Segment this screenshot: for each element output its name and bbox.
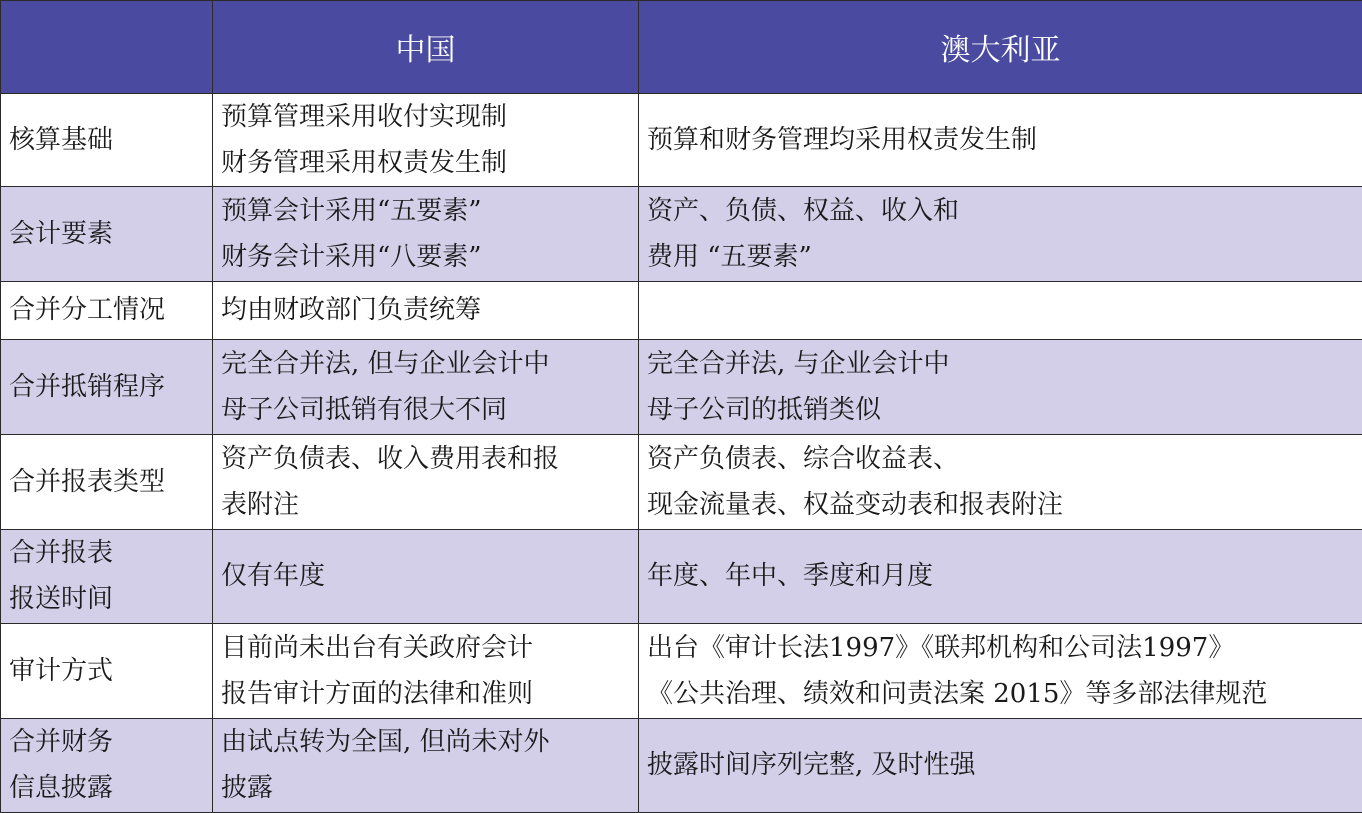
row-label: 合并报表 报送时间: [1, 529, 213, 623]
australia-cell: 完全合并法, 与企业会计中 母子公司的抵销类似: [639, 340, 1362, 435]
china-cell: 预算管理采用收付实现制 财务管理采用权责发生制: [213, 94, 639, 187]
table-row: [1, 340, 1362, 435]
table-row: [1, 435, 1362, 529]
row-label: 合并分工情况: [1, 281, 213, 339]
table-row: [1, 718, 1362, 812]
header-australia: 澳大利亚: [639, 1, 1362, 94]
china-cell: 资产负债表、收入费用表和报 表附注: [213, 435, 639, 529]
row-label: 合并抵销程序: [1, 340, 213, 435]
china-cell: 仅有年度: [213, 529, 639, 623]
australia-cell: 资产、负债、权益、收入和 费用 “五要素”: [639, 187, 1362, 281]
china-cell: 均由财政部门负责统筹: [213, 281, 639, 339]
table-row: [1, 624, 1362, 718]
table-row: [1, 529, 1362, 623]
australia-cell: 预算和财务管理均采用权责发生制: [639, 94, 1362, 187]
china-cell: 完全合并法, 但与企业会计中 母子公司抵销有很大不同: [213, 340, 639, 435]
table-body: [1, 94, 1362, 813]
australia-cell: 披露时间序列完整, 及时性强: [639, 718, 1362, 812]
header-china: 中国: [213, 1, 639, 94]
table-row: [1, 94, 1362, 187]
china-cell: 由试点转为全国, 但尚未对外 披露: [213, 718, 639, 812]
row-label: 合并报表类型: [1, 435, 213, 529]
australia-cell: [639, 281, 1362, 339]
row-label: 合并财务 信息披露: [1, 718, 213, 812]
china-cell: 目前尚未出台有关政府会计 报告审计方面的法律和准则: [213, 624, 639, 718]
header-blank-cell: [1, 1, 213, 94]
table-header: [1, 1, 1362, 94]
row-label: 会计要素: [1, 187, 213, 281]
header-row: [1, 1, 1362, 94]
china-cell: 预算会计采用“五要素” 财务会计采用“八要素”: [213, 187, 639, 281]
australia-cell: 资产负债表、综合收益表、 现金流量表、权益变动表和报表附注: [639, 435, 1362, 529]
australia-cell: 年度、年中、季度和月度: [639, 529, 1362, 623]
table-row: [1, 187, 1362, 281]
table-row: [1, 281, 1362, 339]
row-label: 核算基础: [1, 94, 213, 187]
row-label: 审计方式: [1, 624, 213, 718]
australia-cell: 出台《审计长法1997》《联邦机构和公司法1997》 《公共治理、绩效和问责法案 2015》等多部法律规范: [639, 624, 1362, 718]
